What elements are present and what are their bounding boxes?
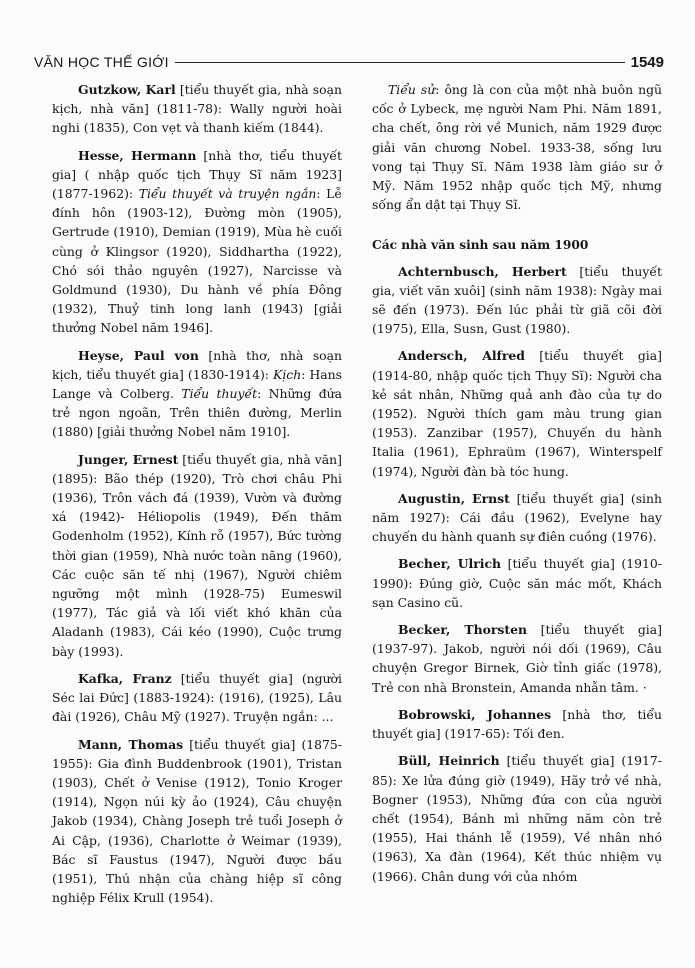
entry-text: [nhà thơ, tiểu thuyết gia] ( nhập quốc tịch Thụy Sĩ năm 1923] (1877-1962): — [52, 147, 342, 202]
biography-label: Tiểu sử — [388, 82, 436, 97]
author-entry — [372, 489, 662, 547]
author-name: Achternbusch, Herbert — [398, 263, 567, 279]
left-column — [52, 80, 342, 915]
right-column — [372, 80, 662, 894]
section-heading: Các nhà văn sinh sau năm 1900 — [372, 238, 589, 253]
author-entry — [52, 735, 342, 908]
author-entry — [372, 346, 662, 480]
author-name: Gutzkow, Karl — [78, 82, 176, 97]
entry-text: [tiểu thuyết gia] (người Séc lai Đức] (1883-1924): (1916), (1925), Lâu đài (1926), Châu Mỹ (1927). Truyện ngắn: ... — [52, 670, 342, 725]
author-name: Bobrowski, Johannes — [398, 706, 552, 722]
biography-paragraph — [372, 80, 662, 214]
entry-text: [tiểu thuyết gia] (1937-97). Jakob, người nói dối (1969), Câu chuyện Gregor Birnek, Giờ tỉnh giấc (1978), Trẻ con nhà Bronstein, Amanda nhẫn tâm. · — [372, 622, 662, 695]
author-entry — [372, 751, 662, 885]
right-entries — [372, 262, 662, 886]
entry-text: : Lễ đính hôn (1903-12), Đường mòn (1905), Gertrude (1910), Demian (1919), Mùa hè cuối cùng ở Klingsor (1920), Siddhartha (1922), Chó sói thảo nguyên (1927), Narcisse và Goldmund (1930), Du hành về phía Đông (1932), Thuỷ tinh long lanh (1943) [giải thưởng Nobel năm 1946]. — [52, 186, 342, 336]
author-name: Kafka, Franz — [78, 670, 172, 686]
author-name: Heyse, Paul von — [78, 347, 199, 363]
header-rule — [175, 62, 625, 63]
entry-text: [tiểu thuyết gia] (1917-85): Xe lửa đúng giờ (1949), Hãy trở về nhà, Bogner (1953), Những đứa con của người chết (1954), Bánh mì những năm còn trẻ (1955), Hai thánh lễ (1959), Về nhân nhó (1963), Xa đàn (1964), Kết thúc nhiệm vụ (1966). Chân dung với của nhóm — [372, 753, 662, 884]
author-entry — [52, 450, 342, 661]
author-entry — [52, 346, 342, 442]
entry-text: [tiểu thuyết gia, nhà văn] (1895): Bão thép (1920), Trò chơi châu Phi (1936), Trôn vách đá (1939), Vườn và đường xá (1942)- Héliopolis (1949), Đến thăm Godenholm (1952), Kính rỗ (1957), Bức tường thời gian (1959), Nhà nước toàn năng (1960), Các cuộc săn tế nhị (1967), Người chiêm ngưỡng một mình (1928-75) Eumeswil (1977), Tác giả và lối viết khó khăn của Aladanh (1983), Cái kéo (1990), Cuộc trưng bày (1993). — [52, 451, 342, 659]
page-header — [34, 51, 664, 73]
entry-text: [tiểu thuyết gia] (1875-1955): Gia đình Buddenbrook (1901), Tristan (1903), Chết ở Venise (1912), Tonio Kroger (1914), Ngọn núi kỳ ảo (1924), Câu chuyện Jakob (1934), Chàng Joseph trẻ tuổi Joseph ở Ai Cập, (1936), Charlotte ở Weimar (1939), Bác sĩ Faustus (1947), Người được bầu (1951), Thú nhận của chàng hiệp sĩ công nghiệp Félix Krull (1954). — [52, 736, 342, 906]
author-entry — [372, 262, 662, 339]
author-name: Junger, Ernest — [78, 451, 179, 467]
entry-text: : Hans Lange và Colberg. — [52, 366, 342, 402]
entry-text: [nhà thơ, nhà soạn kịch, tiểu thuyết gia] (1830-1914): — [52, 347, 342, 382]
author-entry — [52, 80, 342, 138]
author-name: Hesse, Hermann — [78, 147, 197, 163]
running-title: VĂN HỌC THẾ GIỚI — [34, 54, 169, 70]
page-number: 1549 — [630, 53, 664, 71]
entry-text: [tiểu thuyết gia, nhà soạn kịch, nhà văn] (1811-78): Wally người hoài nghi (1835), Con vẹt và thanh kiếm (1844). — [52, 82, 342, 136]
author-name: Becker, Thorsten — [398, 622, 527, 638]
author-name: Becher, Ulrich — [398, 556, 502, 572]
genre-label: Tiểu thuyết và truyện ngắn — [138, 186, 317, 202]
biography-text: : ông là con của một nhà buôn ngũ cốc ở Lybeck, mẹ người Nam Phi. Năm 1891, cha chết, ông rời về Munich, năm 1929 được giải văn chương Nobel. 1933-38, sống lưu vong tại Thụy Sĩ. Năm 1938 làm giáo sư ở Mỹ. Năm 1952 nhập quốc tịch Mỹ, nhưng sống ẩn dật tại Thụy Sĩ. — [372, 82, 663, 213]
genre-label: Tiểu thuyết — [181, 386, 258, 402]
entry-text: [nhà thơ, tiểu thuyết gia] (1917-65): Tối đen. — [372, 706, 662, 742]
author-name: Augustin, Ernst — [398, 490, 510, 506]
author-name: Mann, Thomas — [78, 736, 184, 752]
entry-text: [tiểu thuyết gia] (1914-80, nhập quốc tịch Thụy Sĩ): Người cha kẻ sát nhân, Những quả anh đào của tự do (1952). Người thích gam màu trung gian (1953). Zanzibar (1957), Chuyến du hành Italia (1961), Ephraüm (1967), Winterspelf (1974), Người đàn bà tóc hung. — [372, 348, 662, 479]
entry-text: [tiểu thuyết gia] (sinh năm 1927): Cái đầu (1962), Evelyne hay chuyến du hành quanh sự điên cuồng (1976). — [372, 490, 662, 545]
author-name: Andersch, Alfred — [398, 348, 525, 364]
entry-text: [tiểu thuyết gia] (1910-1990): Đúng giờ, Cuộc săn mác mốt, Khách sạn Casino cũ. — [372, 556, 662, 610]
author-entry — [52, 146, 342, 338]
author-name: Büll, Heinrich — [398, 753, 500, 769]
author-entry — [372, 620, 662, 697]
author-entry — [372, 705, 662, 743]
entry-text: : Những đứa trẻ ngon ngoãn, Trên thiên đường, Merlin (1880) [giải thưởng Nobel năm 1910]. — [52, 386, 343, 440]
entry-text: [tiểu thuyết gia, viết văn xuôi] (sinh năm 1938): Ngày mai sẽ đến (1973). Đến lúc phải từ giã cõi đời (1975), Ella, Susn, Gust (1980). — [372, 263, 662, 337]
author-entry — [372, 554, 662, 612]
author-entry — [52, 669, 342, 727]
genre-label: Kịch — [273, 366, 302, 382]
